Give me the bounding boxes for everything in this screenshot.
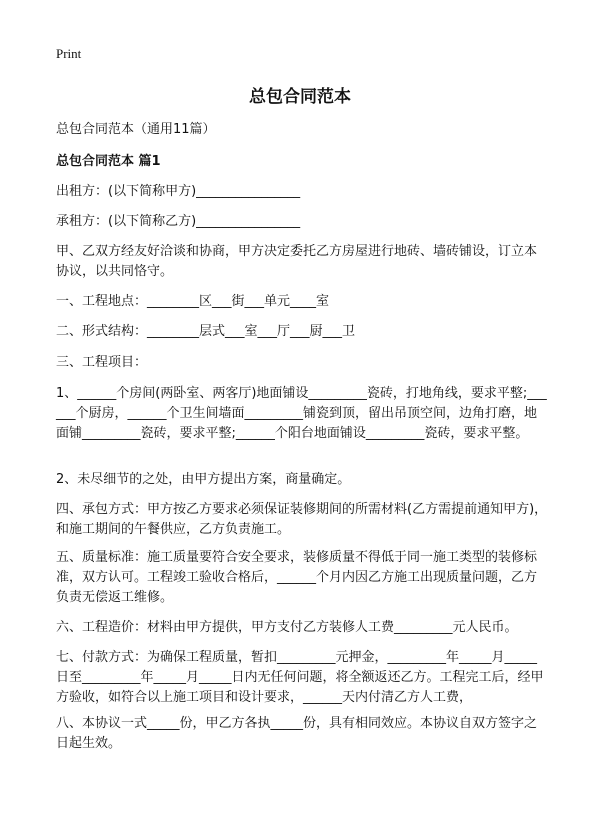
clause-structure: 二、形式结构：________层式___室___厅___厨___卫 [56,324,356,339]
clause-contract-method: 四、承包方式：甲方按乙方要求必须保证装修期间的所需材料(乙方需提前通知甲方)，和施工期间的午餐供应，乙方负责施工。 [56,502,548,537]
clause-cost: 六、工程造价：材料由甲方提供，甲方支付乙方装修人工费_________元人民币。 [56,620,518,635]
document-subtitle: 总包合同范本（通用11篇） [56,122,216,137]
clause-quality: 五、质量标准：施工质量要符合安全要求，装修质量不得低于同一施工类型的装修标准，双方认可。工程竣工验收合格后，______个月内因乙方施工出现质量问题，乙方负责无偿返工维修。 [56,550,538,605]
clause-location: 一、工程地点：________区___街___单元____室 [56,294,330,309]
lessor-line: 出租方：(以下简称甲方)________________ [56,184,301,199]
clause-project-note: 2、未尽细节的之处，由甲方提出方案，商量确定。 [56,472,351,487]
lessee-line: 承租方：(以下简称乙方)________________ [56,214,301,229]
clause-copies: 八、本协议一式_____份，甲乙方各执_____份，具有相同效应。本协议自双方签字之日起生效。 [56,716,538,751]
section-heading: 总包合同范本 篇1 [56,154,161,169]
clause-payment: 七、付款方式：为确保工程质量，暂扣_________元押金，_________年_____月_____日至_________年_____月_____日内无任何问题，将全额返还乙方。工程完工后，经甲方验收，如符合以上施工项目和设计要求，______天内付清乙方人工费， [56,650,544,705]
clause-project-heading: 三、工程项目： [56,355,148,370]
document-title: 总包合同范本 [249,87,351,107]
intro-paragraph: 甲、乙双方经友好洽谈和协商，甲方决定委托乙方房屋进行地砖、墙砖铺设，订立本协议，以共同恪守。 [56,244,538,279]
clause-project-detail: 1、______个房间(两卧室、两客厅)地面铺设_________瓷砖，打地角线，要求平整;______个厨房，______个卫生间墙面_________铺瓷到顶，留出吊顶空间，边角打磨，地面铺_________瓷砖，要求平整;______个阳台地面铺设_________瓷砖，要求平整。 [56,386,547,441]
print-link[interactable]: Print [56,46,82,61]
